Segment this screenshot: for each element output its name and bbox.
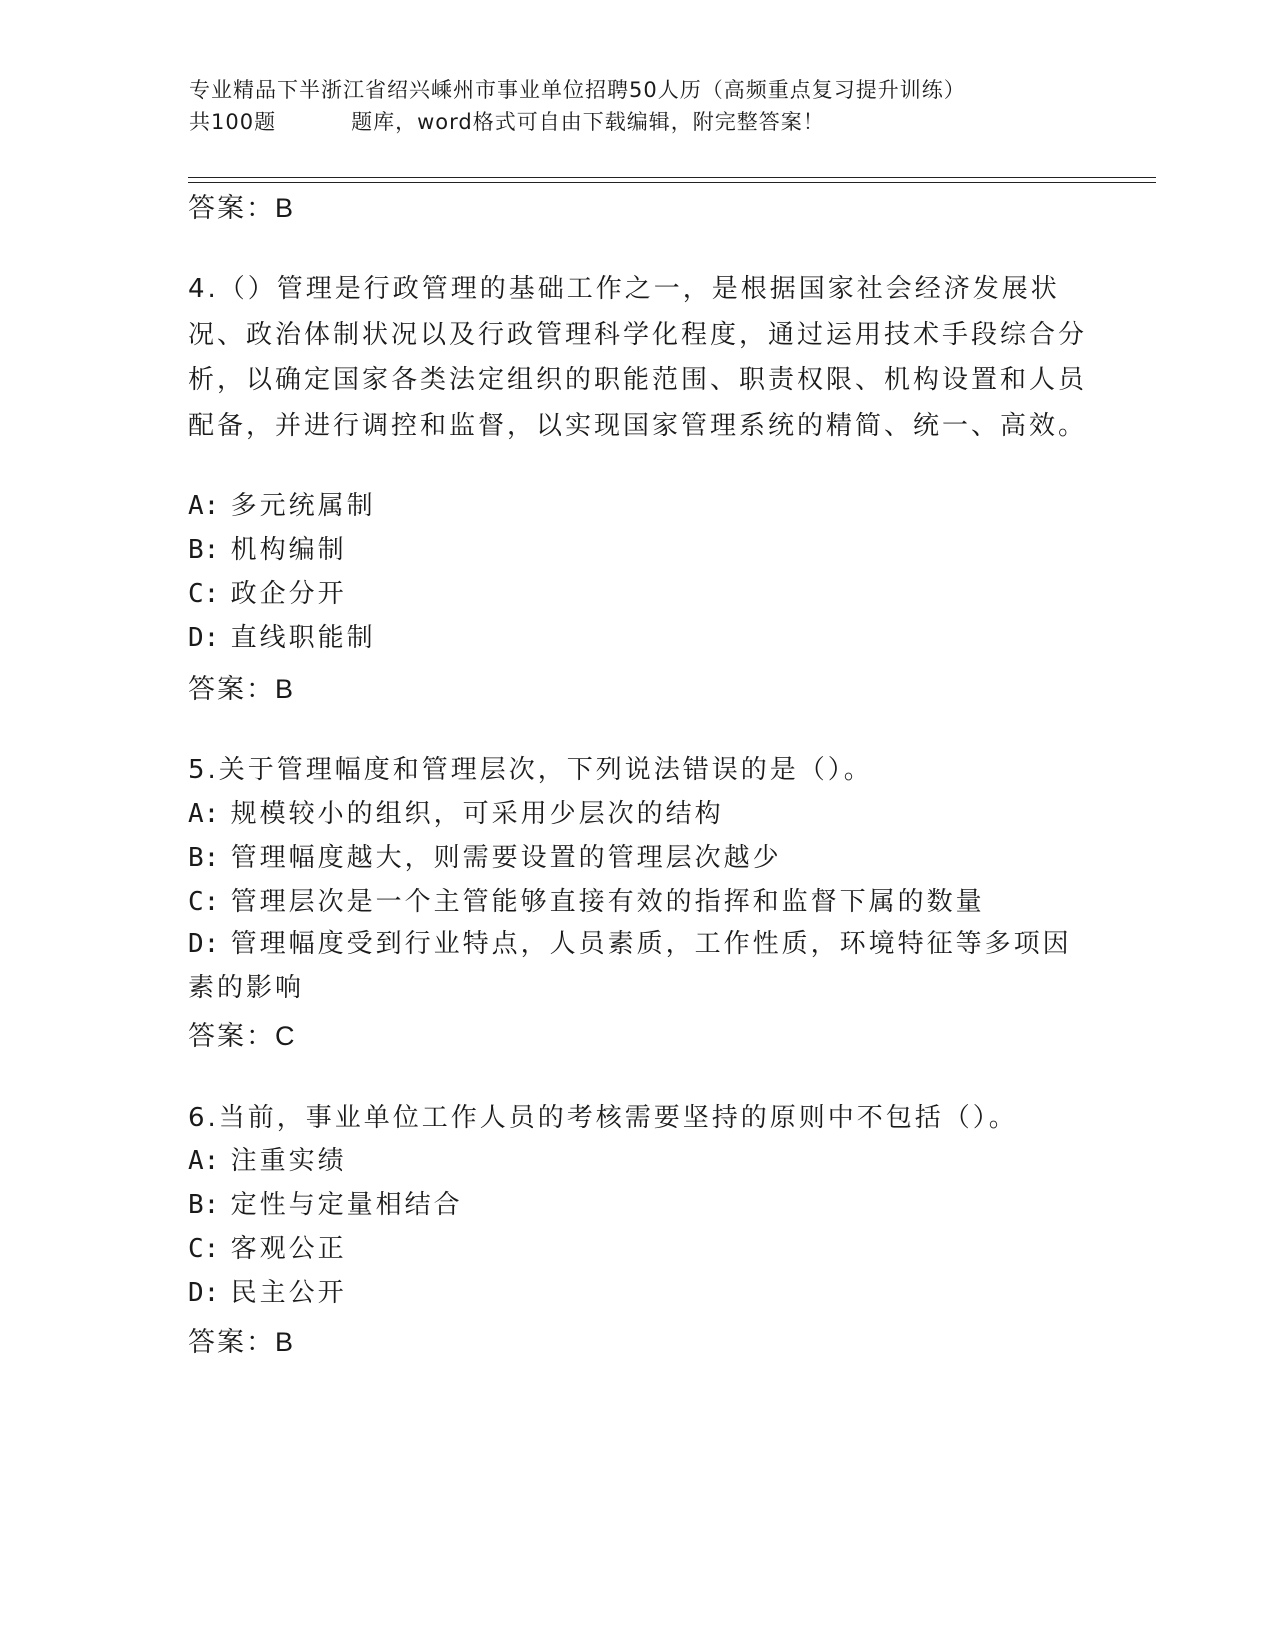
question-5-answer: 答案：C — [188, 1021, 297, 1051]
option-text: 多元统属制 — [230, 491, 376, 521]
option-label: A: — [188, 1146, 220, 1176]
option-label: D: — [188, 929, 220, 959]
question-6-answer: 答案：B — [188, 1327, 296, 1357]
option-text: 管理层次是一个主管能够直接有效的指挥和监督下属的数量 — [230, 887, 985, 917]
option-label: A: — [188, 491, 220, 521]
header-question-count: 共100题 — [189, 110, 277, 134]
previous-answer: 答案：B — [188, 193, 296, 223]
question-6-option-d — [188, 1273, 347, 1313]
option-text: 注重实绩 — [230, 1146, 347, 1176]
question-6-stem: 6.当前，事业单位工作人员的考核需要坚持的原则中不包括（）。 — [188, 1103, 1018, 1133]
question-5-option-a — [188, 794, 724, 834]
option-label: C: — [188, 887, 220, 917]
option-label: B: — [188, 535, 220, 565]
question-4-option-a — [188, 486, 376, 526]
option-text: 规模较小的组织，可采用少层次的结构 — [230, 799, 724, 829]
option-text: 直线职能制 — [230, 623, 376, 653]
option-label: B: — [188, 1190, 220, 1220]
question-5-option-c — [188, 882, 985, 922]
question-4-option-d — [188, 618, 376, 658]
option-label: B: — [188, 843, 220, 873]
question-4-option-c — [188, 574, 347, 614]
option-label: C: — [188, 1234, 220, 1264]
question-4-answer: 答案：B — [188, 674, 296, 704]
option-text: 客观公正 — [230, 1234, 347, 1264]
option-text: 政企分开 — [230, 579, 347, 609]
option-text: 管理幅度越大，则需要设置的管理层次越少 — [230, 843, 782, 873]
option-text: 民主公开 — [230, 1278, 347, 1308]
page-header — [189, 74, 1089, 138]
option-label: C: — [188, 579, 220, 609]
header-title-line1: 专业精品下半浙江省绍兴嵊州市事业单位招聘50人历（高频重点复习提升训练） — [189, 78, 966, 102]
option-text: 机构编制 — [230, 535, 347, 565]
option-label: D: — [188, 623, 220, 653]
header-title-line2 — [189, 106, 1089, 138]
option-label: D: — [188, 1278, 220, 1308]
question-6-option-b — [188, 1185, 463, 1225]
question-5-option-d — [188, 922, 1078, 1010]
option-text: 管理幅度受到行业特点，人员素质，工作性质，环境特征等多项因素的影响 — [188, 929, 1072, 1003]
header-subtitle: 题库，word格式可自由下载编辑，附完整答案！ — [351, 110, 825, 134]
question-5-option-b — [188, 838, 782, 878]
question-5-stem: 5.关于管理幅度和管理层次，下列说法错误的是（）。 — [188, 755, 873, 785]
option-label: A: — [188, 799, 220, 829]
question-4-option-b — [188, 530, 347, 570]
header-divider-top — [188, 177, 1156, 178]
question-4-stem: 4.（）管理是行政管理的基础工作之一，是根据国家社会经济发展状况、政治体制状况以及行政管理科学化程度，通过运用技术手段综合分析，以确定国家各类法定组织的职能范围、职责权限、机构设置和人员配备，并进行调控和监督，以实现国家管理系统的精简、统一、高效。 — [188, 274, 1088, 441]
question-6-option-c — [188, 1229, 347, 1269]
option-text: 定性与定量相结合 — [230, 1190, 463, 1220]
question-6-option-a — [188, 1141, 347, 1181]
header-divider-bottom — [188, 182, 1156, 183]
